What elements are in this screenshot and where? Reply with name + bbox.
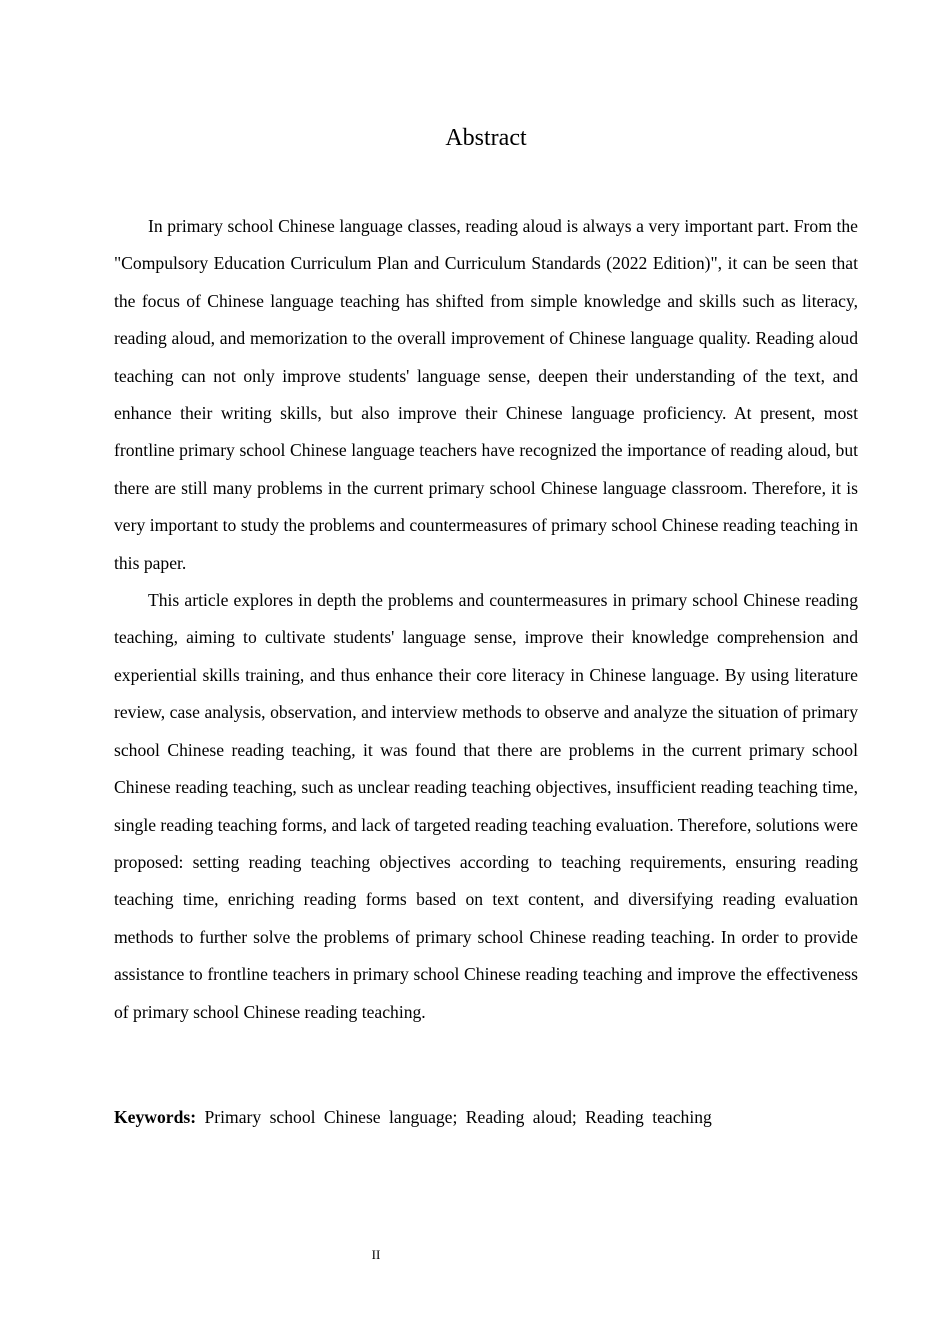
abstract-paragraph-1: In primary school Chinese language classes, reading aloud is always a very important part. From the "Compulsory Education Curriculum Plan and Curriculum Standards (2022 Edition)", it can be seen that the focus of Chinese language teaching has shifted from simple knowledge and skills such as literacy, reading aloud, and memorization to the overall improvement of Chinese language quality. Reading aloud teaching can not only improve students' language sense, deepen their understanding of the text, and enhance their writing skills, but also improve their Chinese language proficiency. At present, most frontline primary school Chinese language teachers have recognized the importance of reading aloud, but there are still many problems in the current primary school Chinese language classroom. Therefore, it is very important to study the problems and countermeasures of primary school Chinese reading teaching in this paper. — [114, 216, 858, 573]
keywords-value: Primary school Chinese language; Reading aloud; Reading teaching — [204, 1107, 712, 1127]
page-title: Abstract — [445, 125, 527, 151]
abstract-paragraph-2: This article explores in depth the problems and countermeasures in primary school Chinese reading teaching, aiming to cultivate students' language sense, improve their knowledge comprehension and experiential skills training, and thus enhance their core literacy in Chinese language. By using literature review, case analysis, observation, and interview methods to observe and analyze the situation of primary school Chinese reading teaching, it was found that there are problems in the current primary school Chinese reading teaching, such as unclear reading teaching objectives, insufficient reading teaching time, single reading teaching forms, and lack of targeted reading teaching evaluation. Therefore, solutions were proposed: setting reading teaching objectives according to teaching requirements, ensuring reading teaching time, enriching reading forms based on text content, and diversifying reading evaluation methods to further solve the problems of primary school Chinese reading teaching. In order to provide assistance to frontline teachers in primary school Chinese reading teaching and improve the effectiveness of primary school Chinese reading teaching. — [114, 590, 858, 1022]
keywords-line — [114, 1100, 858, 1134]
keywords-label: Keywords: — [114, 1107, 197, 1127]
page-number: II — [371, 1247, 381, 1262]
abstract-body — [114, 208, 858, 1031]
